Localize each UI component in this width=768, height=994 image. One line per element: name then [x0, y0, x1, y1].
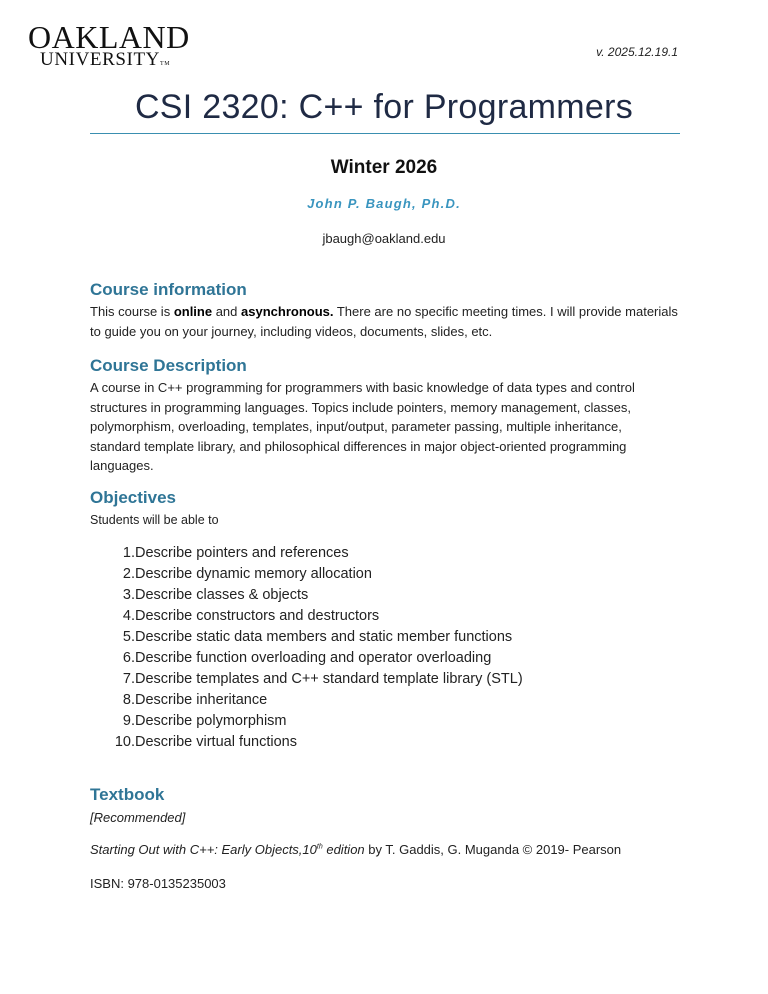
objective-number: 3.	[122, 587, 135, 603]
objective-item	[108, 648, 523, 669]
textbook-citation	[90, 842, 621, 857]
textbook-title-text: Starting Out with C++: Early Objects,10	[90, 842, 317, 857]
textbook-authors: by T. Gaddis, G. Muganda © 2019- Pearson	[364, 842, 622, 857]
objective-number: 2.	[122, 566, 135, 582]
textbook-title	[90, 842, 365, 857]
objective-text: Describe static data members and static member functions	[135, 629, 513, 645]
course-description-heading: Course Description	[90, 356, 247, 375]
objective-text: Describe polymorphism	[135, 713, 287, 729]
objective-item	[108, 732, 523, 753]
page-title: CSI 2320: C++ for Programmers	[134, 88, 634, 126]
term: Winter 2026	[330, 157, 438, 178]
objective-text: Describe templates and C++ standard template library (STL)	[135, 671, 523, 687]
logo-line-2-text: UNIVERSITY	[40, 49, 160, 70]
objective-number: 9.	[122, 713, 135, 729]
objective-item	[108, 711, 523, 732]
logo-trademark: TM	[160, 61, 171, 67]
objective-text: Describe constructors and destructors	[135, 608, 380, 624]
logo-line-2	[40, 49, 198, 72]
objective-text: Describe inheritance	[135, 692, 268, 708]
objective-number: 7.	[122, 671, 135, 687]
course-info-post: There are no specific meeting times. I will provide materials to guide you on your journey, including videos, documents, slides, etc.	[90, 304, 678, 339]
objective-text: Describe dynamic memory allocation	[135, 566, 372, 582]
objective-text: Describe virtual functions	[135, 734, 297, 750]
document-version: v. 2025.12.19.1	[596, 45, 678, 59]
course-info-online: online	[173, 304, 213, 319]
course-info-mid: and	[212, 304, 242, 319]
course-info-async: asynchronous.	[241, 304, 334, 319]
instructor-email[interactable]: jbaugh@oakland.edu	[322, 231, 446, 246]
objectives-list	[108, 543, 523, 753]
objective-number: 1.	[122, 545, 135, 561]
course-information-text	[90, 302, 690, 341]
objective-number: 4.	[122, 608, 135, 624]
objective-item	[108, 627, 523, 648]
objectives-intro: Students will be able to	[90, 513, 219, 527]
title-divider	[90, 133, 680, 134]
objective-text: Describe pointers and references	[135, 545, 349, 561]
objective-text: Describe function overloading and operator overloading	[135, 650, 492, 666]
objective-item	[108, 585, 523, 606]
objective-item	[108, 606, 523, 627]
course-information-heading: Course information	[90, 280, 247, 299]
course-description-text: A course in C++ programming for programmers with basic knowledge of data types and control structures in programming languages. Topics include pointers, memory management, classes, polymorphism, overloading, templates, input/output, parameter passing, multiple inheritance, standard template library, and philosophical differences in major object-oriented programming languages.	[90, 380, 635, 473]
textbook-note: [Recommended]	[90, 810, 186, 825]
objective-item	[108, 543, 523, 564]
objective-number: 6.	[122, 650, 135, 666]
objectives-heading: Objectives	[90, 488, 176, 507]
oakland-university-logo	[28, 19, 198, 72]
objective-number: 8.	[122, 692, 135, 708]
course-info-pre: This course is	[90, 304, 174, 319]
objective-number: 5.	[122, 629, 135, 645]
objective-item	[108, 564, 523, 585]
objective-number: 10.	[114, 734, 135, 750]
textbook-heading: Textbook	[90, 785, 165, 804]
textbook-edition-sup: th	[316, 843, 323, 851]
objective-text: Describe classes & objects	[135, 587, 309, 603]
textbook-isbn: ISBN: 978-0135235003	[90, 876, 226, 891]
textbook-edition-word: edition	[322, 842, 365, 857]
logo-line-1: OAKLAND	[28, 19, 190, 55]
objective-item	[108, 669, 523, 690]
objective-item	[108, 690, 523, 711]
instructor-name: John P. Baugh, Ph.D.	[307, 196, 461, 211]
